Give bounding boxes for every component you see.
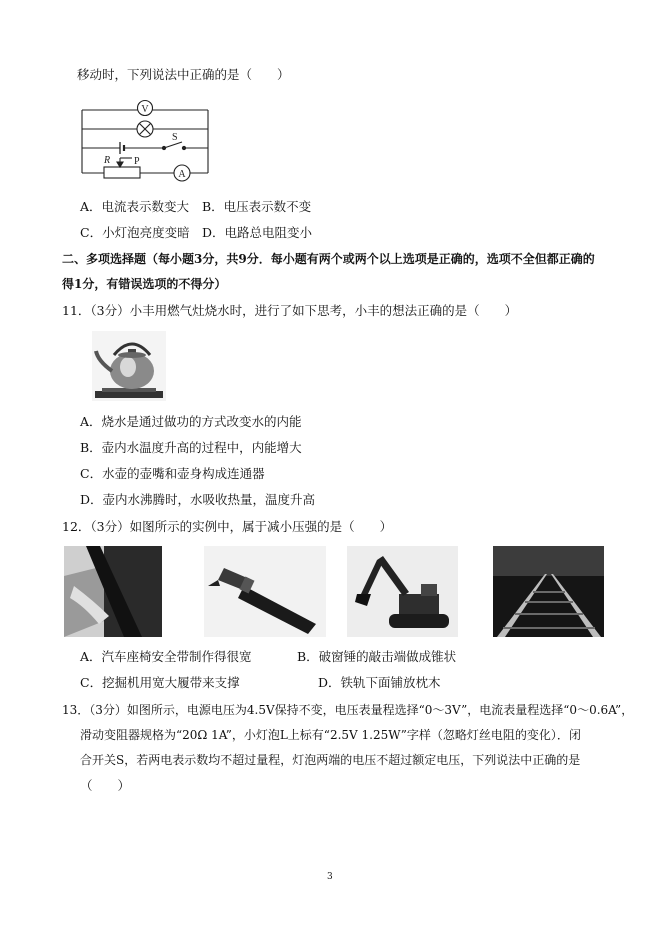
slider-label: P <box>134 156 140 167</box>
q12-railway-image <box>493 546 604 637</box>
q13-line2: 滑动变阻器规格为“20Ω 1A”，小灯泡L上标有“2.5V 1.25W”字样（忽略灯丝电阻的变化）．闭 <box>80 728 581 742</box>
q12-hammer-image <box>204 546 326 637</box>
q12-excavator-image <box>347 546 458 637</box>
q11-option-a: A．烧水是通过做功的方式改变水的内能 <box>80 414 302 429</box>
q12-option-c: C．挖掘机用宽大履带来支撑 <box>80 675 240 690</box>
section-heading-line2: 得1分，有错误选项的不得分） <box>62 277 227 291</box>
q10-option-b: B．电压表示数不变 <box>202 199 312 214</box>
q10-option-c: C．小灯泡亮度变暗 <box>80 225 190 240</box>
q12-stem: 12．（3分）如图所示的实例中，属于减小压强的是（ ） <box>62 519 393 534</box>
q10-option-d: D．电路总电阻变小 <box>202 225 313 240</box>
q11-stem: 11．（3分）小丰用燃气灶烧水时，进行了如下思考，小丰的想法正确的是（ ） <box>62 303 518 318</box>
switch-label: S <box>172 132 178 143</box>
q12-seatbelt-image <box>64 546 162 637</box>
rheostat-label: R <box>104 155 111 166</box>
q12-option-a: A．汽车座椅安全带制作得很宽 <box>80 649 252 664</box>
q10-stem-tail: 移动时，下列说法中正确的是（ ） <box>77 67 290 82</box>
q10-circuit-diagram <box>76 97 212 185</box>
ammeter-label: A <box>178 169 186 180</box>
q11-option-c: C．水壶的壶嘴和壶身构成连通器 <box>80 466 265 481</box>
q11-kettle-image <box>92 331 166 401</box>
q11-option-b: B．壶内水温度升高的过程中，内能增大 <box>80 440 302 455</box>
q13-line1: 13．（3分）如图所示，电源电压为4.5V保持不变，电压表量程选择“0～3V”，电流表量程选择“0～0.6A”， <box>62 703 634 717</box>
voltmeter-label: V <box>141 104 149 115</box>
page-number: 3 <box>327 872 333 882</box>
q12-option-d: D．铁轨下面铺放枕木 <box>318 675 441 690</box>
q11-option-d: D．壶内水沸腾时，水吸收热量，温度升高 <box>80 492 316 507</box>
section-heading-line1: 二、多项选择题（每小题3分，共9分．每小题有两个或两个以上选项是正确的，选项不全但都正确的 <box>62 252 595 266</box>
q10-option-a: A．电流表示数变大 <box>80 199 190 214</box>
q13-line3: 合开关S，若两电表示数均不超过量程，灯泡两端的电压不超过额定电压，下列说法中正确的是 <box>80 753 581 767</box>
q13-line4: （ ） <box>80 778 131 793</box>
q12-option-b: B．破窗锤的敲击端做成锥状 <box>297 649 457 664</box>
